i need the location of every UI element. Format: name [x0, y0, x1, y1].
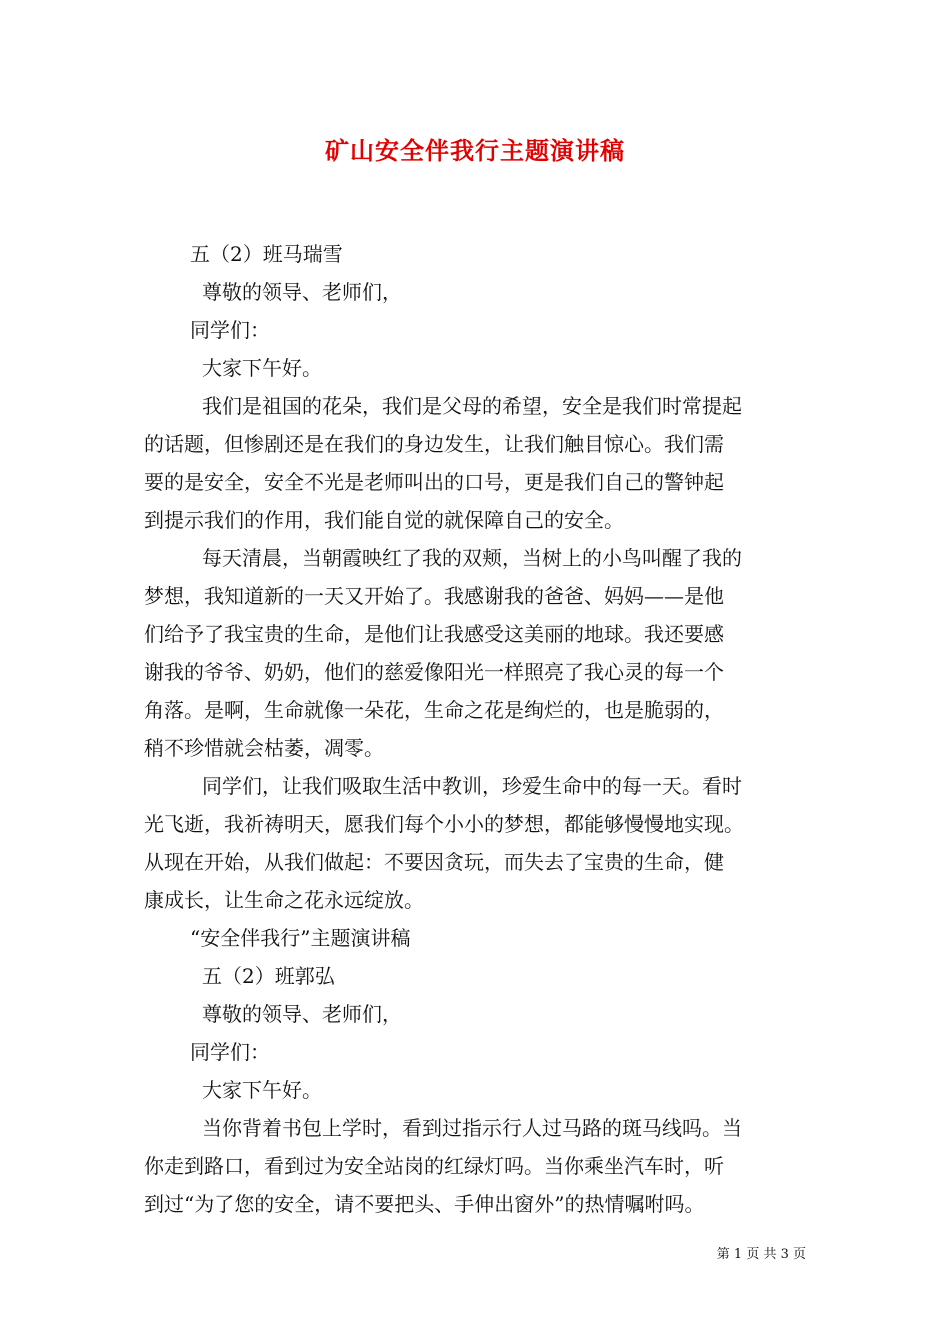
paragraph-line: 我们是祖国的花朵，我们是父母的希望，安全是我们时常提起: [202, 394, 742, 418]
paragraph-line: 光飞逝，我祈祷明天，愿我们每个小小的梦想，都能够慢慢地实现。: [144, 812, 744, 836]
paragraph-line: 同学们，让我们吸取生活中教训，珍爱生命中的每一天。看时: [202, 774, 742, 798]
paragraph-line: 康成长，让生命之花永远绽放。: [144, 888, 424, 912]
salutation-line: 尊敬的领导、老师们，: [202, 280, 402, 304]
greeting-line: 大家下午好。: [202, 1078, 322, 1102]
paragraph-line: 到过“为了您的安全，请不要把头、手伸出窗外”的热情嘱咐吗。: [144, 1192, 705, 1216]
salutation-line: 尊敬的领导、老师们，: [202, 1002, 402, 1026]
paragraph-line: 谢我的爷爷、奶奶，他们的慈爱像阳光一样照亮了我心灵的每一个: [144, 660, 724, 684]
paragraph-line: 梦想，我知道新的一天又开始了。我感谢我的爸爸、妈妈——是他: [144, 584, 724, 608]
paragraph-line: 的话题，但惨剧还是在我们的身边发生，让我们触目惊心。我们需: [144, 432, 724, 456]
paragraph-line: 到提示我们的作用，我们能自觉的就保障自己的安全。: [144, 508, 624, 532]
paragraph-line: 稍不珍惜就会枯萎，凋零。: [144, 736, 384, 760]
greeting-line: 大家下午好。: [202, 356, 322, 380]
author-line: 五（2）班郭弘: [202, 964, 335, 988]
page-indicator: 第 1 页 共 3 页: [716, 1247, 806, 1262]
author-line: 五（2）班马瑞雪: [190, 242, 343, 266]
document-title: 矿山安全伴我行主题演讲稿: [325, 136, 625, 165]
paragraph-line: 当你背着书包上学时，看到过指示行人过马路的斑马线吗。当: [202, 1116, 742, 1140]
salutation-line: 同学们：: [190, 318, 270, 342]
paragraph-line: 们给予了我宝贵的生命，是他们让我感受这美丽的地球。我还要感: [144, 622, 724, 646]
paragraph-line: 角落。是啊，生命就像一朵花，生命之花是绚烂的，也是脆弱的，: [144, 698, 724, 722]
paragraph-line: 每天清晨，当朝霞映红了我的双颊，当树上的小鸟叫醒了我的: [202, 546, 742, 570]
document-body: [144, 235, 806, 1223]
paragraph-line: 你走到路口，看到过为安全站岗的红绿灯吗。当你乘坐汽车时，听: [144, 1154, 724, 1178]
paragraph-line: 从现在开始，从我们做起：不要因贪玩，而失去了宝贵的生命，健: [144, 850, 724, 874]
section-title-line: “安全伴我行”主题演讲稿: [190, 926, 411, 950]
salutation-line: 同学们：: [190, 1040, 270, 1064]
paragraph-line: 要的是安全，安全不光是老师叫出的口号，更是我们自己的警钟起: [144, 470, 724, 494]
